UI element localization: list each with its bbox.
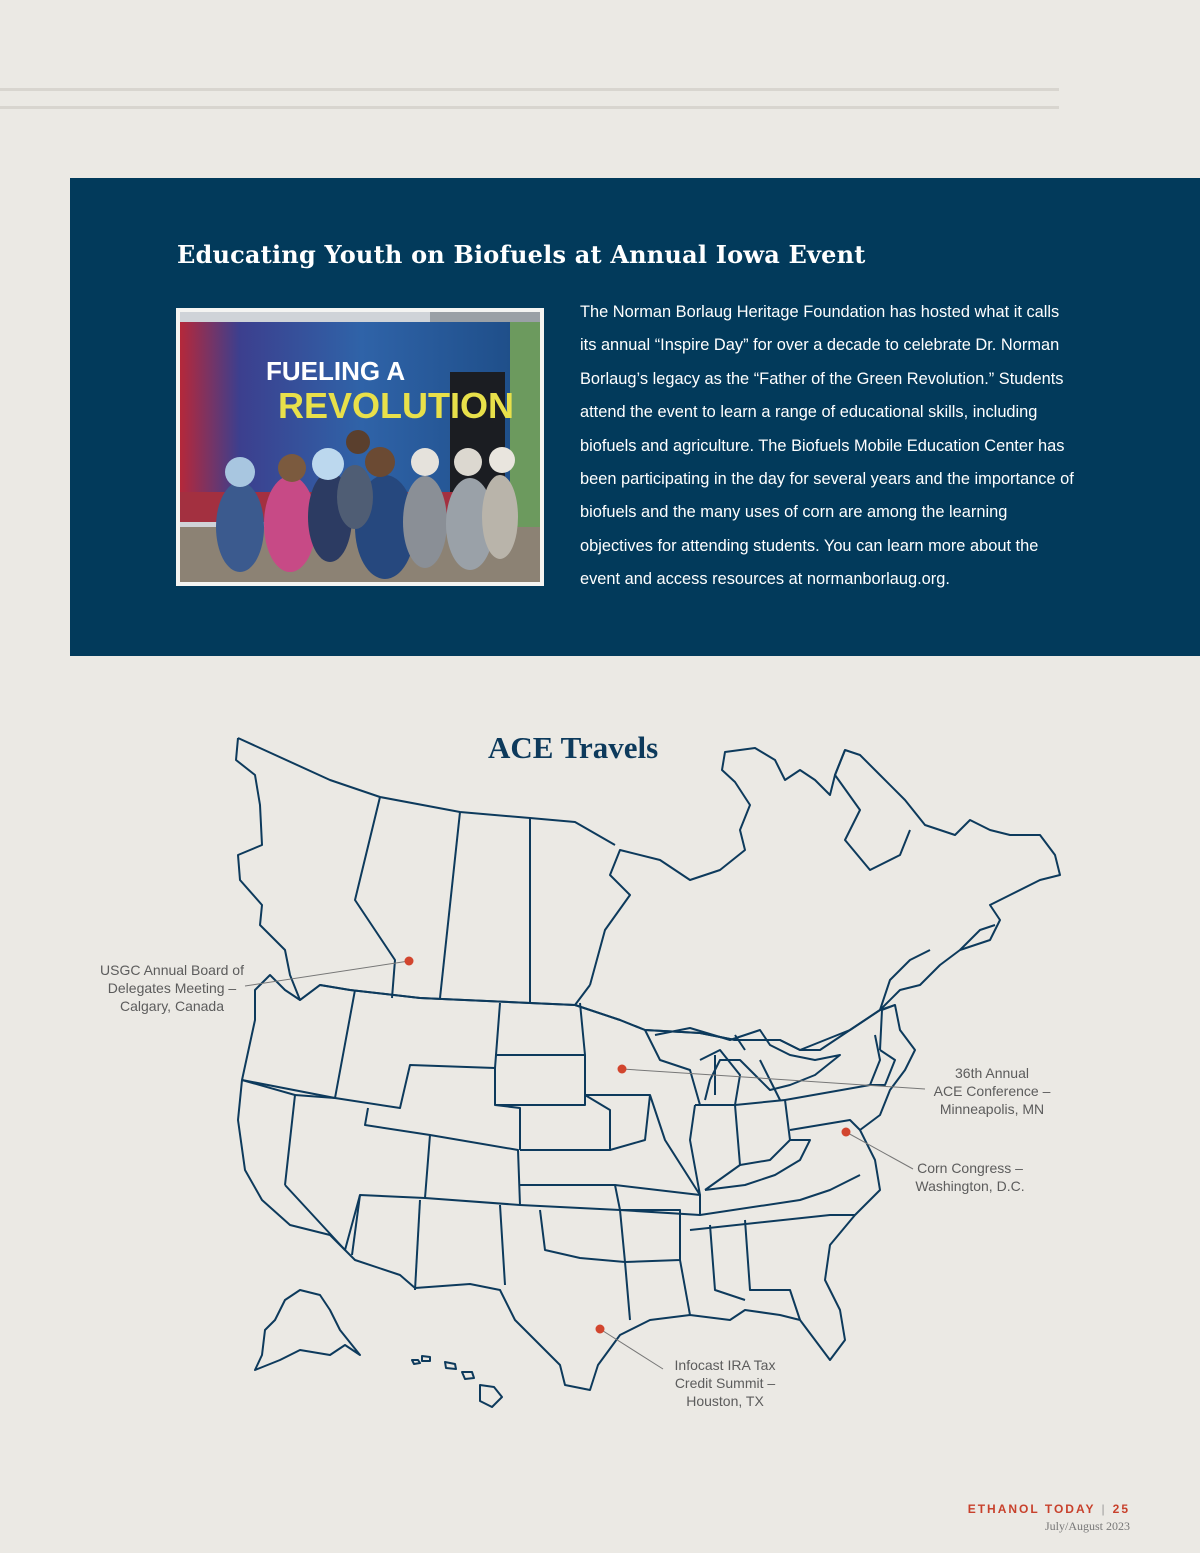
footer-separator: | — [1101, 1502, 1107, 1516]
callout-line: Delegates Meeting – — [107, 980, 237, 996]
callout-houston — [650, 1356, 800, 1410]
marker-houston — [596, 1325, 605, 1334]
callout-line: Calgary, Canada — [119, 998, 225, 1014]
canada-north-coast — [238, 738, 615, 845]
callout-line: ACE Conference – — [933, 1083, 1051, 1099]
footer-issue-date: July/August 2023 — [1044, 1519, 1130, 1533]
sidebar-body: The Norman Borlaug Heritage Foundation has hosted what it calls its annual “Inspire Day” for over a decade to celebrate Dr. Norman Borlaug’s legacy as the “Father of the Green Revolution.” Students attend the event to learn a range of educational skills, including biofuels and agriculture. The Biofuels Mobile Education Center has been participating in the day for several years and the importance of biofuels and the many uses of corn are among the learning objectives for attending students. You can learn more about the event and access resources at normanborlaug.org. — [580, 303, 1074, 589]
alaska — [255, 1290, 360, 1370]
callout-line: Infocast IRA Tax — [674, 1357, 776, 1373]
callout-line: Houston, TX — [686, 1393, 764, 1409]
callout-line: Minneapolis, MN — [939, 1101, 1045, 1117]
photo-banner-line1: FUELING A — [266, 356, 406, 386]
callout-minneapolis — [926, 1064, 1058, 1118]
photo-banner-line2: REVOLUTION — [278, 385, 515, 426]
callout-line: Corn Congress – — [917, 1160, 1023, 1176]
marker-minneapolis — [618, 1065, 627, 1074]
canada-outline — [236, 738, 1060, 1050]
hawaii — [412, 1356, 502, 1407]
marker-washington — [842, 1128, 851, 1137]
page-number: 25 — [1112, 1502, 1130, 1516]
callout-calgary — [92, 961, 252, 1015]
great-lakes — [655, 1028, 840, 1100]
map-title: ACE Travels — [488, 730, 659, 765]
callout-leaders — [245, 961, 925, 1369]
callout-line: USGC Annual Board of — [100, 962, 244, 978]
callout-line: 36th Annual — [955, 1065, 1029, 1081]
footer-publication — [968, 1502, 1130, 1516]
callout-washington — [904, 1159, 1036, 1195]
callout-line: Credit Summit – — [674, 1375, 776, 1391]
callout-line: Washington, D.C. — [915, 1178, 1025, 1194]
marker-calgary — [405, 957, 414, 966]
publication-name: ETHANOL TODAY — [967, 1502, 1096, 1516]
sidebar-title: Educating Youth on Biofuels at Annual Iowa Event — [177, 240, 866, 269]
